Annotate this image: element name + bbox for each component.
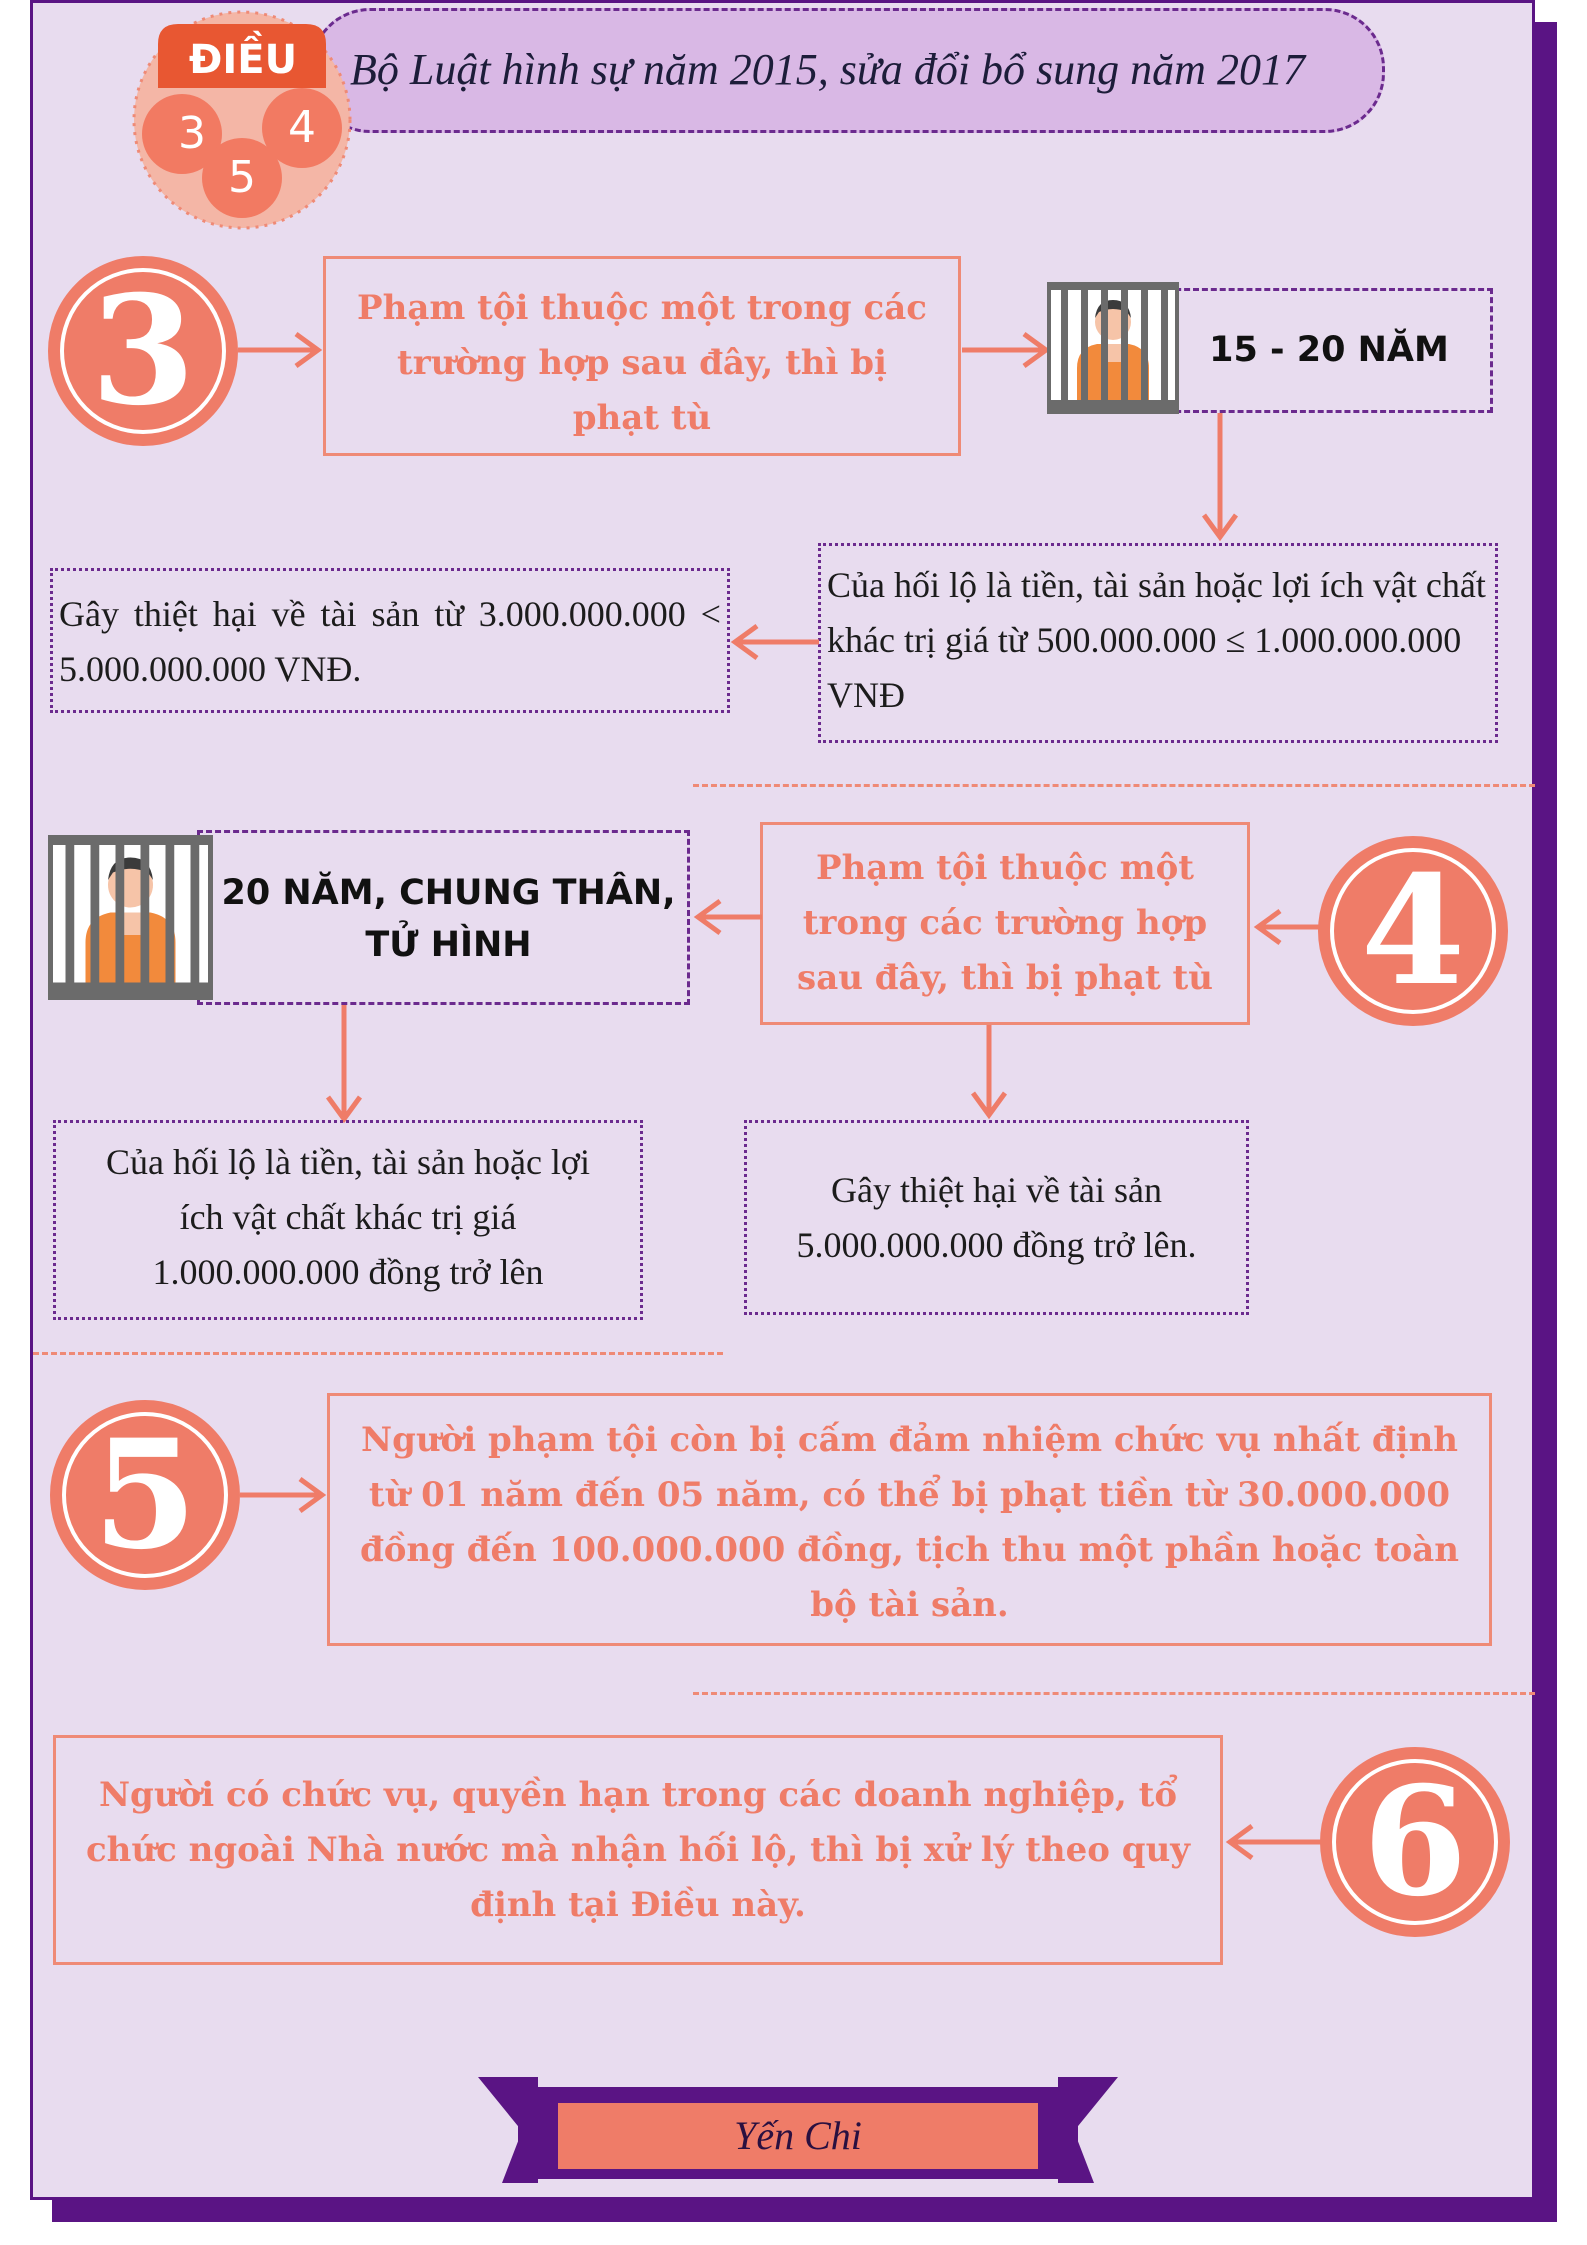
- clause-5-text: Người phạm tội còn bị cấm đảm nhiệm chức vụ nhất định từ 01 năm đến 05 năm, có thể bị phạt tiền từ 30.000.000 đồng đến 100.000.000 đồng, tịch thu một phần hoặc toàn bộ tài sản.: [327, 1393, 1492, 1646]
- header-title: Bộ Luật hình sự năm 2015, sửa đổi bổ sung năm 2017: [350, 45, 1305, 94]
- clause-6-number: 6: [1362, 1754, 1468, 1930]
- badge-word: ĐIỀU: [188, 37, 298, 83]
- clause-6-text: Người có chức vụ, quyền hạn trong các doanh nghiệp, tổ chức ngoài Nhà nước mà nhận hối lộ, thì bị xử lý theo quy định tại Điều này.: [53, 1735, 1223, 1965]
- arrow-icon: [240, 1473, 328, 1517]
- badge-digit-3: 3: [178, 108, 206, 159]
- clause-4-number: 4: [1360, 843, 1466, 1019]
- clause-4-condition-damage: Gây thiệt hại về tài sản 5.000.000.000 đồng trở lên.: [744, 1120, 1249, 1315]
- prisoner-icon: [48, 835, 213, 1000]
- arrow-icon: [967, 1025, 1011, 1120]
- arrow-icon: [322, 1005, 366, 1125]
- clause-5-number-circle: [50, 1400, 240, 1590]
- clause-4-number-circle: [1318, 836, 1508, 1026]
- clause-3-sentence: 15 - 20 NĂM: [1095, 288, 1493, 413]
- arrow-icon: [690, 895, 762, 939]
- arrow-icon: [1198, 413, 1242, 543]
- section-divider: [693, 784, 1535, 787]
- clause-4-sentence: 20 NĂM, CHUNG THÂN, TỬ HÌNH: [197, 830, 690, 1005]
- arrow-icon: [1250, 905, 1320, 949]
- footer-author: Yến Chi: [734, 2113, 862, 2158]
- clause-3-number-circle: [48, 256, 238, 446]
- badge-digit-4: 4: [288, 102, 316, 153]
- clause-3-number: 3: [90, 263, 196, 439]
- arrow-icon: [238, 328, 323, 372]
- clause-3-heading: Phạm tội thuộc một trong các trường hợp sau đây, thì bị phạt tù: [323, 256, 961, 456]
- clause-4-condition-bribe: Của hối lộ là tiền, tài sản hoặc lợi ích vật chất khác trị giá 1.000.000.000 đồng trở lên: [53, 1120, 643, 1320]
- badge-digit-5: 5: [228, 152, 256, 203]
- clause-4-heading: Phạm tội thuộc một trong các trường hợp sau đây, thì bị phạt tù: [760, 822, 1250, 1025]
- section-divider: [693, 1692, 1535, 1695]
- arrow-icon: [962, 328, 1052, 372]
- arrow-icon: [727, 620, 820, 664]
- prisoner-icon: [1047, 282, 1179, 414]
- clause-3-condition-damage: Gây thiệt hại về tài sản từ 3.000.000.000 < 5.000.000.000 VNĐ.: [50, 568, 730, 713]
- section-divider: [33, 1352, 723, 1355]
- clause-6-number-circle: [1320, 1747, 1510, 1937]
- clause-3-condition-bribe: Của hối lộ là tiền, tài sản hoặc lợi ích vật chất khác trị giá từ 500.000.000 ≤ 1.000.000.000 VNĐ: [818, 543, 1498, 743]
- arrow-icon: [1222, 1820, 1322, 1864]
- clause-5-number: 5: [92, 1407, 198, 1583]
